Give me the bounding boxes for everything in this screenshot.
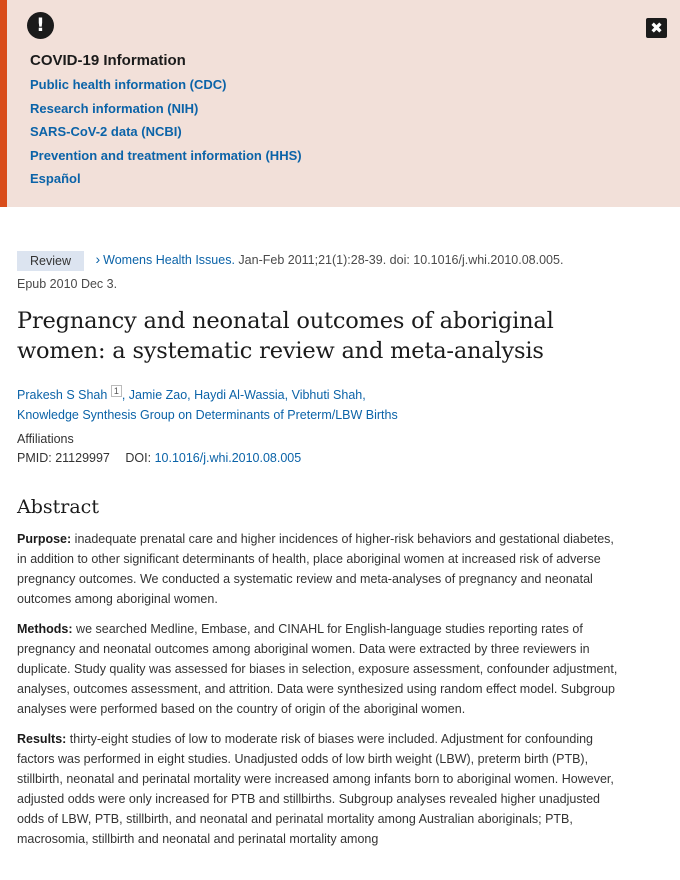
alert-icon: ! xyxy=(27,12,54,39)
section-label: Results: xyxy=(17,732,67,746)
link-cdc[interactable]: Public health information (CDC) xyxy=(30,77,227,92)
abstract-body xyxy=(17,529,622,859)
journal-link[interactable]: Womens Health Issues. xyxy=(103,253,235,267)
abstract-methods xyxy=(17,619,622,719)
close-banner-button[interactable]: ✖ xyxy=(646,18,667,38)
epub-date: Epub 2010 Dec 3. xyxy=(17,277,118,291)
banner-links xyxy=(30,76,302,194)
link-hhs[interactable]: Prevention and treatment information (HHS) xyxy=(30,147,302,163)
section-text: we searched Medline, Embase, and CINAHL for English-language studies reporting rates of pregnancy and neonatal outcomes among aboriginal women. Data were extracted by three reviewers in duplicate. Study quality was assessed for biases in selection, exposure assessment, confounder adjustment, analyses, outcomes assessment, and attrition. Data were synthesized using random effect model. Subgroup analyses were performed based on the country of origin of the aboriginal women. xyxy=(17,622,618,716)
author-list: Prakesh S Shah $^1$ , Jamie Zao, Haydi Al-Wassia, Vibhuti Shah, Knowledge Synthesis Group on Determinants of Preterm/LBW Births xyxy=(17,386,398,423)
pmid: PMID: 21129997 xyxy=(17,451,110,465)
affiliation-marker[interactable]: 1 xyxy=(111,385,122,397)
abstract-purpose xyxy=(17,529,622,609)
citation-line xyxy=(17,247,657,296)
section-label: Methods: xyxy=(17,622,73,636)
affiliations-toggle[interactable]: Affiliations xyxy=(17,432,74,446)
author-links[interactable]: Jamie Zao, Haydi Al-Wassia, Vibhuti Shah, xyxy=(128,388,366,403)
abstract-results xyxy=(17,729,622,849)
abstract-heading: Abstract xyxy=(17,496,99,518)
doi-label: DOI: xyxy=(125,451,152,465)
article-type-tag: Review xyxy=(17,251,84,271)
link-espanol[interactable]: Español xyxy=(30,171,81,186)
group-author-link[interactable]: Knowledge Synthesis Group on Determinants of Preterm/LBW Births xyxy=(17,408,398,423)
section-label: Purpose: xyxy=(17,532,72,546)
section-text: inadequate prenatal care and higher incidences of higher-risk behaviors and gestational diabetes, in addition to other significant determinants of health, place aboriginal women at increased risk of adverse pregnancy outcomes. We conducted a systematic review and meta-analyses of pregnancy and neonatal outcomes among aboriginal women. xyxy=(17,532,614,606)
section-text: thirty-eight studies of low to moderate risk of biases were included. Adjustment for confounding factors was performed in eight studies. Unadjusted odds of low birth weight (LBW), preterm birth (PTB), stillbirth, neonatal and perinatal mortality were increased among infants born to aboriginal women. However, adjusted odds were only increased for PTB and stillbirths. Subgroup analyses revealed higher unadjusted odds of LBW, PTB, stillbirth, and neonatal and perinatal mortality among Australian aboriginals; PTB, macrosomia, stillbirth and neonatal and perinatal mortality among xyxy=(17,732,614,846)
link-ncbi[interactable]: SARS-CoV-2 data (NCBI) xyxy=(30,124,182,139)
banner-accent-stripe xyxy=(0,0,7,207)
covid-banner xyxy=(0,0,680,207)
identifiers xyxy=(17,451,301,465)
banner-title: COVID-19 Information xyxy=(30,52,186,69)
link-nih[interactable]: Research information (NIH) xyxy=(30,100,199,116)
author-link[interactable]: Prakesh S Shah xyxy=(17,388,108,403)
doi-link[interactable]: 10.1016/j.whi.2010.08.005 xyxy=(154,451,302,465)
article-title: Pregnancy and neonatal outcomes of aboriginal women: a systematic review and meta-analysis xyxy=(17,308,554,364)
citation-text: Jan-Feb 2011;21(1):28-39. doi: 10.1016/j.whi.2010.08.005. xyxy=(234,253,564,267)
chevron-right-icon: › xyxy=(95,251,101,267)
